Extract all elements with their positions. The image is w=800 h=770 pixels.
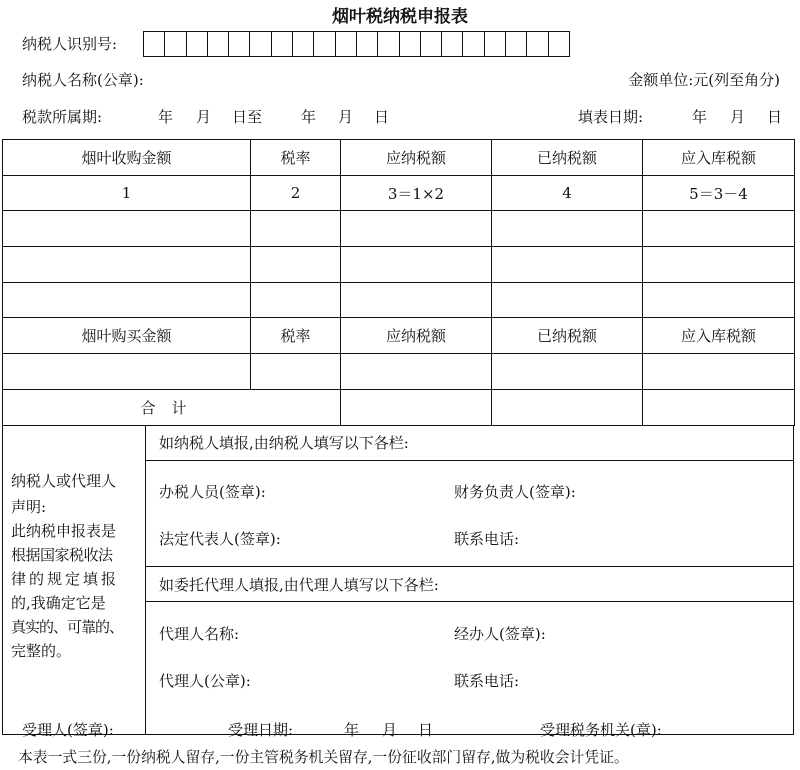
table-row (3, 247, 795, 283)
column-number: 3＝1×2 (341, 175, 492, 211)
fill-day: 日 (767, 108, 783, 126)
input-cell[interactable] (643, 354, 795, 390)
table-row (3, 354, 795, 390)
fill-month: 月 (730, 108, 746, 126)
input-cell[interactable] (643, 389, 795, 425)
taxpayer-id-digit-box[interactable] (143, 31, 165, 57)
taxpayer-fill-title: 如纳税人填报,由纳税人填写以下各栏: (159, 434, 409, 452)
period-month-2: 月 (338, 108, 354, 126)
agent-fill-title: 如委托代理人填报,由代理人填写以下各栏: (159, 576, 439, 594)
tax-office-label: 受理税务机关(章): (540, 721, 662, 739)
column-number: 5＝3－4 (643, 175, 795, 211)
form-title: 烟叶税纳税申报表 (332, 7, 468, 27)
header-cell: 税率 (251, 140, 341, 176)
table-row (3, 175, 795, 211)
input-cell[interactable] (251, 211, 341, 247)
handler-field[interactable]: 经办人(签章): (454, 625, 546, 643)
input-cell[interactable] (251, 354, 341, 390)
declaration-line: 纳税人或代理人 (11, 472, 117, 490)
taxpayer-id-digit-box[interactable] (356, 31, 378, 57)
input-cell[interactable] (3, 282, 251, 318)
input-cell[interactable] (643, 247, 795, 283)
taxpayer-id-digit-box[interactable] (462, 31, 484, 57)
total-label-cell (3, 389, 341, 425)
period-label: 税款所属期: (22, 108, 103, 126)
input-cell[interactable] (3, 354, 251, 390)
receive-day: 日 (418, 721, 434, 739)
input-cell[interactable] (492, 247, 643, 283)
taxpayer-name-label: 纳税人名称(公章): (22, 71, 144, 89)
receive-year: 年 (344, 721, 360, 739)
input-cell[interactable] (341, 282, 492, 318)
receive-month: 月 (382, 721, 398, 739)
input-cell[interactable] (3, 211, 251, 247)
declaration-line: 真实的、可靠的、 (11, 618, 124, 636)
header-cell: 应入库税额 (643, 318, 795, 354)
divider (146, 460, 793, 461)
declaration-section (2, 425, 794, 735)
taxpayer-id-digit-box[interactable] (441, 31, 463, 57)
taxpayer-id-digit-box[interactable] (313, 31, 335, 57)
taxpayer-id-digit-box[interactable] (186, 31, 208, 57)
agent-name-field[interactable]: 代理人名称: (159, 625, 240, 643)
taxpayer-id-digit-box[interactable] (292, 31, 314, 57)
taxpayer-id-digit-box[interactable] (377, 31, 399, 57)
receive-date-label: 受理日期: (228, 721, 294, 739)
input-cell[interactable] (341, 354, 492, 390)
input-cell[interactable] (643, 211, 795, 247)
taxpayer-id-digit-box[interactable] (399, 31, 421, 57)
agent-seal-field[interactable]: 代理人(公章): (159, 672, 251, 690)
fill-year: 年 (692, 108, 708, 126)
divider (146, 601, 793, 602)
period-day-to: 日至 (232, 108, 263, 126)
header-cell: 烟叶购买金额 (3, 318, 251, 354)
taxpayer-id-digit-box[interactable] (228, 31, 250, 57)
receiver-label: 受理人(签章): (22, 721, 114, 739)
declaration-line: 律的规定填报 (11, 570, 120, 588)
input-cell[interactable] (251, 247, 341, 283)
column-number: 4 (492, 175, 643, 211)
header-cell: 应纳税额 (341, 140, 492, 176)
input-cell[interactable] (3, 247, 251, 283)
table-row (3, 211, 795, 247)
declaration-statement (3, 425, 146, 734)
input-cell[interactable] (492, 389, 643, 425)
input-cell[interactable] (492, 282, 643, 318)
taxpayer-id-digit-box[interactable] (271, 31, 293, 57)
header-cell: 已纳税额 (492, 140, 643, 176)
taxpayer-id-digit-box[interactable] (484, 31, 506, 57)
taxpayer-id-digit-box[interactable] (548, 31, 570, 57)
total-label: 合计 (140, 398, 203, 417)
taxpayer-id-boxes[interactable] (143, 31, 569, 57)
fill-date-label: 填表日期: (578, 108, 644, 126)
legal-rep-field[interactable]: 法定代表人(签章): (159, 530, 281, 548)
header-cell: 应纳税额 (341, 318, 492, 354)
declaration-fields (146, 425, 793, 734)
taxpayer-id-digit-box[interactable] (164, 31, 186, 57)
declaration-line: 根据国家税收法 (11, 546, 113, 564)
phone-field-1[interactable]: 联系电话: (454, 530, 520, 548)
header-cell: 已纳税额 (492, 318, 643, 354)
column-number: 2 (251, 175, 341, 211)
phone-field-2[interactable]: 联系电话: (454, 672, 520, 690)
header-cell: 烟叶收购金额 (3, 140, 251, 176)
total-row (3, 389, 795, 425)
declaration-line: 完整的。 (11, 642, 72, 660)
taxpayer-id-digit-box[interactable] (420, 31, 442, 57)
input-cell[interactable] (341, 389, 492, 425)
header-cell: 应入库税额 (643, 140, 795, 176)
input-cell[interactable] (492, 354, 643, 390)
taxpayer-id-digit-box[interactable] (335, 31, 357, 57)
table-row (3, 140, 795, 176)
declaration-line: 声明: (11, 498, 47, 516)
input-cell[interactable] (341, 247, 492, 283)
period-day-2: 日 (374, 108, 390, 126)
table-row (3, 282, 795, 318)
period-year-1: 年 (158, 108, 174, 126)
input-cell[interactable] (492, 211, 643, 247)
taxpayer-id-digit-box[interactable] (526, 31, 548, 57)
divider (146, 566, 793, 567)
period-year-2: 年 (301, 108, 317, 126)
column-number: 1 (3, 175, 251, 211)
declaration-line: 的,我确定它是 (11, 594, 106, 612)
header-cell: 税率 (251, 318, 341, 354)
tax-officer-field[interactable]: 办税人员(签章): (159, 483, 266, 501)
taxpayer-id-digit-box[interactable] (249, 31, 271, 57)
period-month-1: 月 (196, 108, 212, 126)
finance-head-field[interactable]: 财务负责人(签章): (454, 483, 576, 501)
input-cell[interactable] (643, 282, 795, 318)
table-row (3, 318, 795, 354)
taxpayer-id-label: 纳税人识别号: (22, 35, 118, 53)
taxpayer-id-digit-box[interactable] (505, 31, 527, 57)
input-cell[interactable] (341, 211, 492, 247)
input-cell[interactable] (251, 282, 341, 318)
footer-note: 本表一式三份,一份纳税人留存,一份主管税务机关留存,一份征收部门留存,做为税收会计凭证。 (18, 749, 629, 766)
period-row (22, 106, 783, 128)
taxpayer-name-row (22, 69, 780, 91)
taxpayer-id-digit-box[interactable] (207, 31, 229, 57)
declaration-line: 此纳税申报表是 (11, 522, 117, 540)
tax-table (2, 139, 795, 426)
amount-unit: 金额单位:元(列至角分) (628, 71, 780, 89)
